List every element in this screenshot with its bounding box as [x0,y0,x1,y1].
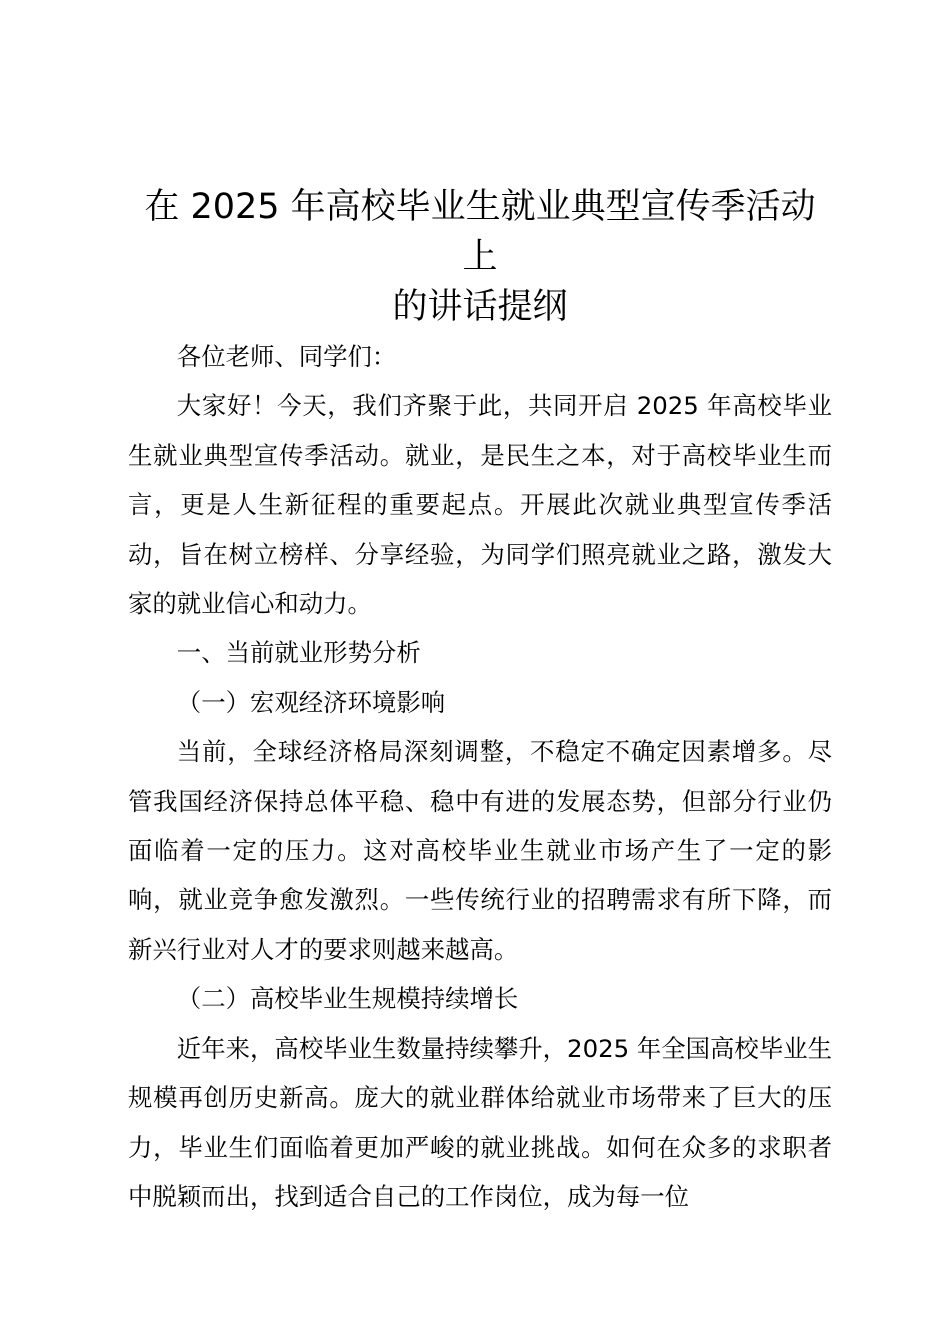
document-body [128,182,832,1221]
section-heading-1: 一、当前就业形势分析 [176,638,421,668]
subsection-heading-1-1: （一）宏观经济环境影响 [176,687,446,717]
body-paragraph: 当前，全球经济格局深刻调整，不稳定不确定因素增多。尽管我国经济保持总体平稳、稳中有进的发展态势，但部分行业仍面临着一定的压力。这对高校毕业生就业市场产生了一定的影响，就业竞争愈发激烈。一些传统行业的招聘需求有所下降，而新兴行业对人才的要求则越来越高。 [128,737,832,964]
opening-paragraph: 大家好！今天，我们齐聚于此，共同开启 2025 年高校毕业生就业典型宣传季活动。就业，是民生之本，对于高校毕业生而言，更是人生新征程的重要起点。开展此次就业典型宣传季活动，旨在树立榜样、分享经验，为同学们照亮就业之路，激发大家的就业信心和动力。 [128,391,832,619]
salutation: 各位老师、同学们： [176,342,397,371]
document-title: 在 2025 年高校毕业生就业典型宣传季活动上 的讲话提纲 [144,187,816,327]
subsection-heading-1-2: （二）高校毕业生规模持续增长 [176,984,519,1014]
body-paragraph: 近年来，高校毕业生数量持续攀升，2025 年全国高校毕业生规模再创历史新高。庞大的就业群体给就业市场带来了巨大的压力，毕业生们面临着更加严峻的就业挑战。如何在众多的求职者中脱颖而出，找到适合自己的工作岗位，成为每一位 [128,1033,832,1211]
